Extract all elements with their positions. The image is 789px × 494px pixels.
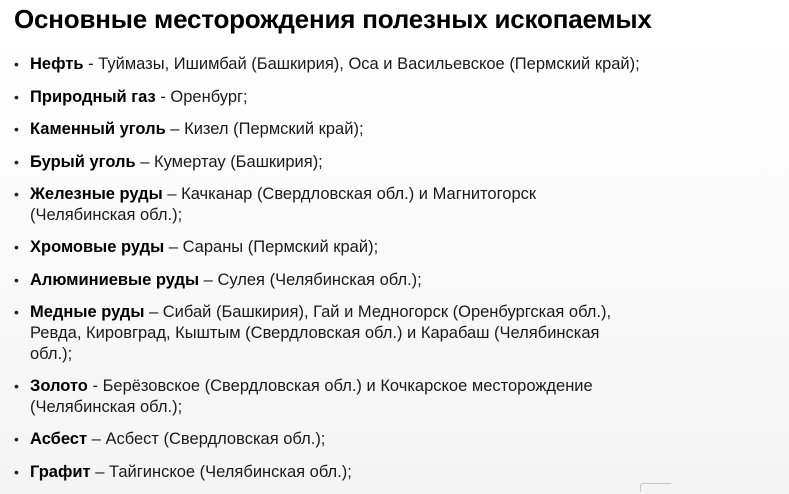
deposit-description-continued: (Челябинская обл.); [30,398,183,416]
bullet-icon: • [14,271,19,288]
separator: - [83,55,99,73]
list-item [14,184,754,226]
separator: – [165,120,185,138]
deposit-description: Сибай (Башкирия), Гай и Медногорск (Оренбургская обл.), [162,303,612,321]
separator: – [90,462,110,481]
mineral-term: Алюминиевые руды [30,270,200,289]
list-item [14,119,754,140]
separator: – [144,303,163,321]
bullet-icon: • [14,56,19,72]
deposit-description: Сулея (Челябинская обл.); [217,270,422,289]
list-item [14,376,754,418]
mineral-term: Железные руды [30,185,163,203]
list-item [14,270,754,291]
mineral-term: Нефть [30,55,84,73]
bullet-icon: • [14,378,19,394]
deposit-description: Кумертау (Башкирия); [153,152,323,171]
separator: - [87,377,103,395]
deposit-description-continued: (Челябинская обл.); [30,206,183,224]
mineral-term: Золото [30,377,88,395]
separator: – [87,430,106,448]
slide-corner-decoration [640,483,671,492]
list-item [14,429,754,450]
separator: - [155,87,171,106]
separator: – [164,238,183,256]
deposit-description: Берёзовское (Свердловская обл.) и Кочкарское месторождение [102,377,593,395]
bullet-icon: • [14,463,19,480]
bullet-icon: • [14,88,19,105]
bullet-icon: • [14,304,19,320]
mineral-term: Хромовые руды [30,238,165,256]
deposit-description: Сараны (Пермский край); [182,238,379,256]
list-item [14,237,754,258]
deposit-description: Тайгинское (Челябинская обл.); [109,462,352,481]
separator: – [135,152,154,171]
list-item [14,152,754,173]
bullet-icon: • [14,431,19,447]
list-item [14,302,754,365]
deposit-description: Кизел (Пермский край); [184,120,364,138]
deposit-description-continued: обл.); [30,345,73,363]
bullet-icon: • [14,153,19,170]
mineral-term: Природный газ [30,87,156,106]
bullet-icon: • [14,186,19,202]
deposit-description: Асбест (Свердловская обл.); [105,430,326,448]
bullet-icon: • [14,121,19,137]
list-item [14,87,754,108]
deposit-description: Туймазы, Ишимбай (Башкирия), Оса и Васильевское (Пермский край); [98,55,640,73]
deposits-list [14,54,754,494]
mineral-term: Каменный уголь [30,120,166,138]
list-item [14,54,754,75]
separator: – [199,270,218,289]
slide-content [0,40,789,494]
list-item [14,462,754,483]
separator: – [162,185,182,203]
mineral-term: Медные руды [30,303,145,321]
mineral-term: Бурый уголь [30,152,136,171]
deposit-description: Качканар (Свердловская обл.) и Магнитогорск [181,185,537,203]
deposit-description-continued: Ревда, Кировград, Кыштым (Свердловская обл.) и Карабаш (Челябинская [30,324,600,342]
mineral-term: Графит [30,462,91,481]
slide-title: Основные месторождения полезных ископаемых [14,4,652,34]
deposit-description: Оренбург; [170,87,248,106]
bullet-icon: • [14,239,19,255]
mineral-term: Асбест [30,430,88,448]
